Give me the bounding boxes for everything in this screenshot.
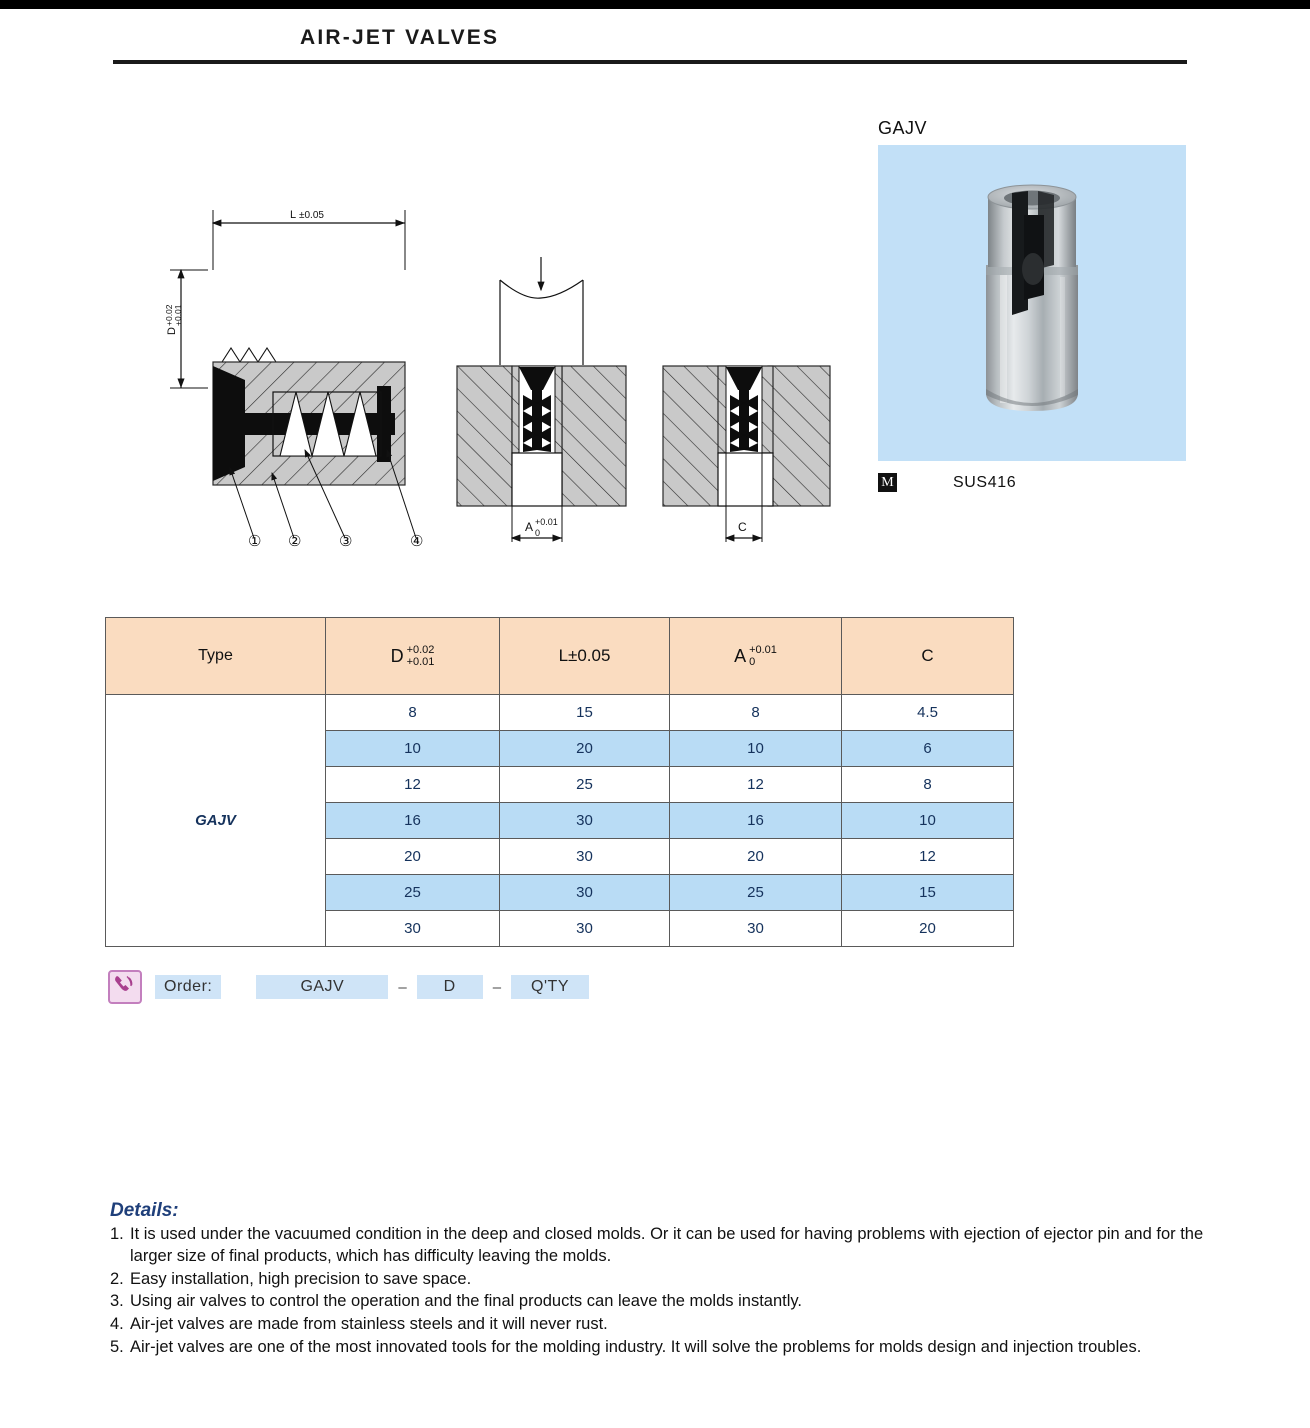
svg-text:A: A: [525, 520, 534, 534]
detail-item: [110, 1224, 1220, 1268]
order-separator-1: –: [398, 978, 407, 996]
material-row: [878, 473, 1188, 492]
detail-text: Air-jet valves are made from stainless steels and it will never rust.: [130, 1315, 608, 1334]
material-name: SUS416: [953, 473, 1017, 491]
detail-item: [110, 1291, 1220, 1313]
cell-a: 25: [670, 875, 842, 911]
detail-text: Air-jet valves are one of the most innovated tools for the molding industry. It will solve the problems for molds design and injection troubles.: [130, 1337, 1142, 1356]
header-d: [326, 618, 500, 695]
cell-d: 8: [326, 695, 500, 731]
cell-d: 30: [326, 911, 500, 947]
callout-2: ②: [288, 533, 302, 550]
cell-a: 10: [670, 731, 842, 767]
header-d-tol-upper: +0.02: [406, 643, 435, 656]
cell-l: 30: [500, 875, 670, 911]
cell-c: 4.5: [842, 695, 1014, 731]
product-label: GAJV: [878, 118, 928, 138]
product-photo: [878, 145, 1186, 461]
callout-3: ③: [339, 533, 353, 550]
cell-d: 10: [326, 731, 500, 767]
cell-a: 12: [670, 767, 842, 803]
svg-text:C: C: [738, 520, 747, 534]
detail-number: 4.: [110, 1315, 124, 1334]
title-underline: [113, 60, 1187, 64]
detail-item: [110, 1337, 1220, 1359]
cell-l: 15: [500, 695, 670, 731]
order-label: Order:: [155, 975, 221, 999]
order-qty-field[interactable]: Q'TY: [511, 975, 589, 999]
order-separator-2: –: [492, 978, 502, 996]
specification-table: [105, 617, 1014, 947]
figure-mold-c: [663, 366, 830, 542]
header-l: L±0.05: [500, 618, 670, 695]
detail-text: Easy installation, high precision to save space.: [130, 1269, 472, 1288]
figure-valve-section: [164, 209, 416, 538]
cell-d: 16: [326, 803, 500, 839]
header-a-base: A: [734, 645, 747, 666]
cell-c: 15: [842, 875, 1014, 911]
cell-c: 10: [842, 803, 1014, 839]
detail-item: [110, 1314, 1220, 1336]
detail-text: Using air valves to control the operation and the final products can leave the molds instantly.: [130, 1292, 802, 1311]
detail-number: 1.: [110, 1225, 124, 1243]
header-a-tol-upper: +0.01: [749, 643, 777, 656]
product-photo-block: [878, 118, 1188, 492]
table-header-row: [106, 618, 1014, 695]
cell-a: 20: [670, 839, 842, 875]
cell-c: 12: [842, 839, 1014, 875]
svg-text:+0.01: +0.01: [535, 517, 558, 527]
order-part-field[interactable]: GAJV: [256, 975, 388, 999]
detail-item: [110, 1269, 1220, 1291]
cell-c: 6: [842, 731, 1014, 767]
cell-l: 30: [500, 839, 670, 875]
page-top-bar: [0, 0, 1310, 9]
cell-c: 8: [842, 767, 1014, 803]
cell-a: 16: [670, 803, 842, 839]
header-d-tol-lower: +0.01: [406, 656, 435, 668]
cell-l: 20: [500, 731, 670, 767]
header-c: C: [842, 618, 1014, 695]
header-a-tol-lower: 0: [749, 656, 756, 668]
callout-4: ④: [410, 533, 424, 550]
svg-text:L: L: [290, 209, 297, 221]
cell-a: 8: [670, 695, 842, 731]
details-heading: Details:: [110, 1200, 179, 1221]
cell-l: 30: [500, 911, 670, 947]
svg-text:+0.02: +0.02: [164, 304, 174, 326]
details-list: [110, 1224, 1220, 1359]
svg-text:±0.05: ±0.05: [299, 210, 324, 221]
page-title: AIR-JET VALVES: [300, 26, 500, 49]
detail-number: 5.: [110, 1337, 124, 1356]
order-size-field[interactable]: D: [417, 975, 483, 999]
header-type: Type: [106, 618, 326, 695]
detail-number: 2.: [110, 1269, 124, 1288]
details-section: [110, 1200, 1220, 1360]
drawing-svg: [0, 90, 860, 538]
svg-text:0: 0: [535, 528, 541, 538]
detail-number: 3.: [110, 1292, 124, 1311]
callout-1: ①: [248, 533, 262, 550]
header-a: [670, 618, 842, 695]
detail-text: It is used under the vacuumed condition in the deep and closed molds. Or it can be used for having problems with ejection of ejector pin and for the larger size of final products, which has difficulty leaving the molds.: [130, 1225, 1204, 1265]
valve-photo-illustration: [878, 145, 1186, 461]
cell-d: 25: [326, 875, 500, 911]
table-body: [106, 695, 1014, 947]
cell-l: 30: [500, 803, 670, 839]
cell-l: 25: [500, 767, 670, 803]
phone-icon: [108, 970, 142, 1004]
cell-c: 20: [842, 911, 1014, 947]
svg-text:+0.01: +0.01: [173, 304, 183, 326]
table-row: [106, 695, 1014, 731]
material-badge: M: [878, 473, 897, 492]
cell-a: 30: [670, 911, 842, 947]
svg-text:D: D: [166, 327, 178, 335]
header-d-base: D: [390, 645, 404, 666]
cell-d: 20: [326, 839, 500, 875]
cell-d: 12: [326, 767, 500, 803]
order-row: [108, 970, 589, 1004]
cell-type: GAJV: [106, 695, 326, 947]
figure-mold-a: [457, 257, 626, 542]
